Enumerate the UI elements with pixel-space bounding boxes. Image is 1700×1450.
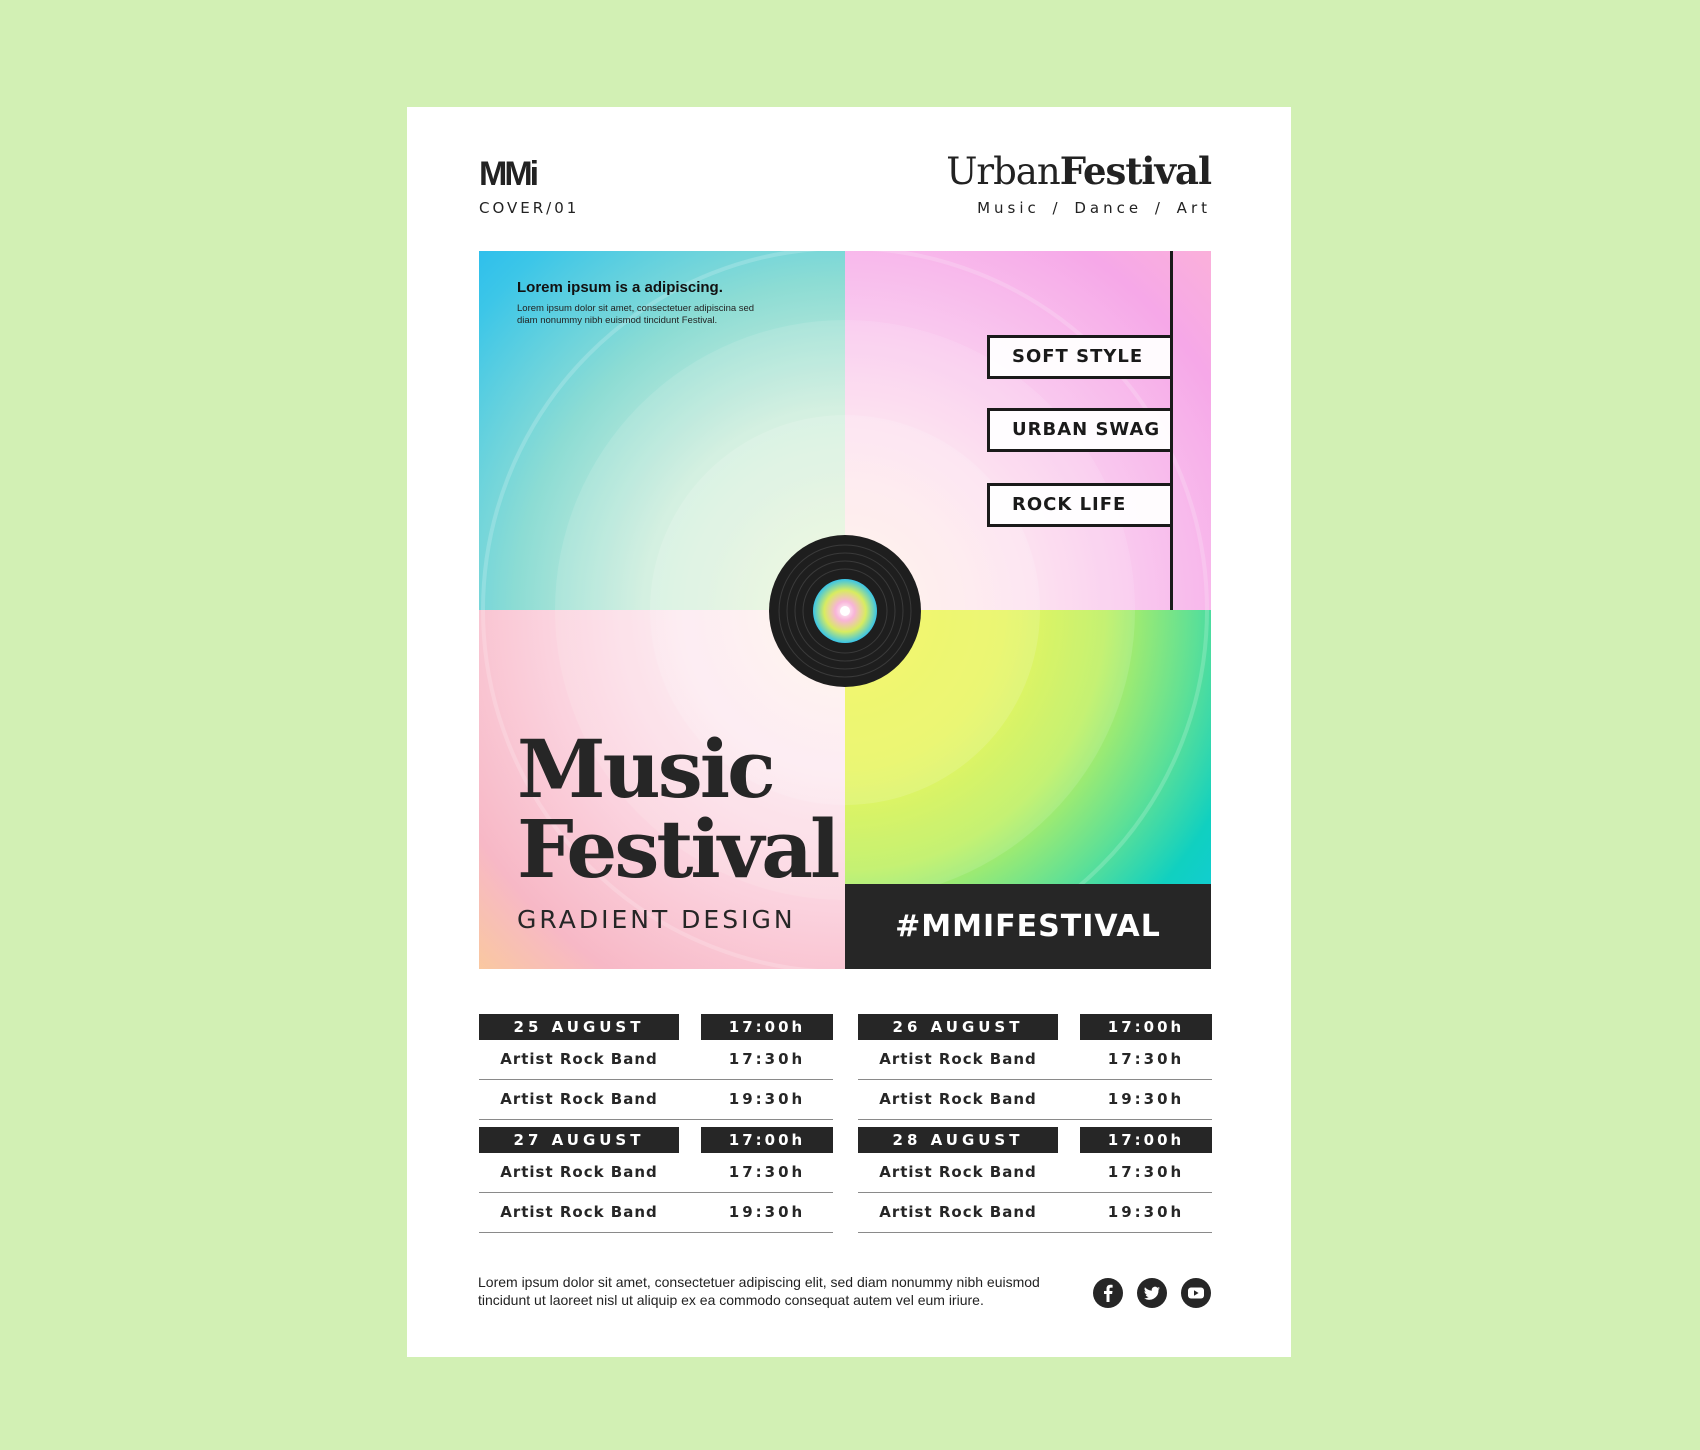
band-time: 19:30h bbox=[1107, 1203, 1185, 1221]
lorem-subtext: Lorem ipsum dolor sit amet, consectetuer adipiscina sed diam nonummy nibh euismod tincidunt Festival. bbox=[517, 303, 755, 326]
gradient-design-subtitle: GRADIENT DESIGN bbox=[517, 905, 796, 934]
schedule-row bbox=[479, 1040, 833, 1080]
title-line-music: Music bbox=[517, 722, 773, 816]
band-name: Artist Rock Band bbox=[500, 1050, 658, 1068]
urban-festival-title bbox=[946, 149, 1211, 193]
schedule-row bbox=[479, 1153, 833, 1193]
schedule-start-time: 17:00h bbox=[701, 1014, 833, 1040]
band-time: 17:30h bbox=[1107, 1163, 1185, 1181]
tag-urban-swag: URBAN SWAG bbox=[987, 408, 1170, 452]
tag-rock-life: ROCK LIFE bbox=[987, 483, 1170, 527]
band-time: 17:30h bbox=[1107, 1050, 1185, 1068]
band-name: Artist Rock Band bbox=[879, 1090, 1037, 1108]
band-time: 17:30h bbox=[728, 1163, 806, 1181]
band-name: Artist Rock Band bbox=[879, 1203, 1037, 1221]
band-name: Artist Rock Band bbox=[879, 1163, 1037, 1181]
urban-bold: Festival bbox=[1059, 149, 1211, 193]
schedule-row bbox=[858, 1040, 1212, 1080]
artwork bbox=[479, 251, 1211, 969]
schedule-header bbox=[479, 1127, 833, 1153]
schedule-header bbox=[858, 1127, 1212, 1153]
lorem-heading: Lorem ipsum is a adipiscing. bbox=[517, 279, 723, 296]
schedule-start-time: 17:00h bbox=[1080, 1127, 1212, 1153]
facebook-icon[interactable] bbox=[1093, 1278, 1123, 1308]
band-name: Artist Rock Band bbox=[500, 1163, 658, 1181]
youtube-icon[interactable] bbox=[1181, 1278, 1211, 1308]
schedule-row bbox=[479, 1080, 833, 1120]
band-name: Artist Rock Band bbox=[879, 1050, 1037, 1068]
footer-text: Lorem ipsum dolor sit amet, consectetuer adipiscing elit, sed diam nonummy nibh euismod tincidunt ut laoreet nisl ut aliquip ex ea commodo consequat autem vel eum iriure. bbox=[478, 1274, 1040, 1308]
hashtag-banner: #MMIFESTIVAL bbox=[845, 884, 1211, 969]
brand-logo: MMi bbox=[479, 155, 537, 193]
schedule-header bbox=[479, 1014, 833, 1040]
band-time: 19:30h bbox=[728, 1203, 806, 1221]
schedule-start-time: 17:00h bbox=[1080, 1014, 1212, 1040]
vinyl-record-icon bbox=[769, 535, 921, 687]
schedule-row bbox=[858, 1193, 1212, 1233]
schedule-header bbox=[858, 1014, 1212, 1040]
schedule-date: 28 AUGUST bbox=[858, 1127, 1058, 1153]
schedule-date: 25 AUGUST bbox=[479, 1014, 679, 1040]
schedule-date: 26 AUGUST bbox=[858, 1014, 1058, 1040]
title-line-festival: Festival bbox=[517, 802, 838, 896]
schedule-block bbox=[858, 1014, 1212, 1120]
schedule-start-time: 17:00h bbox=[701, 1127, 833, 1153]
schedule-block bbox=[479, 1014, 833, 1120]
twitter-icon[interactable] bbox=[1137, 1278, 1167, 1308]
cover-label: COVER/01 bbox=[479, 199, 580, 217]
schedule-row bbox=[858, 1080, 1212, 1120]
schedule-date: 27 AUGUST bbox=[479, 1127, 679, 1153]
schedule-row bbox=[479, 1193, 833, 1233]
band-time: 19:30h bbox=[728, 1090, 806, 1108]
band-time: 19:30h bbox=[1107, 1090, 1185, 1108]
schedule-block bbox=[858, 1127, 1212, 1233]
band-name: Artist Rock Band bbox=[500, 1090, 658, 1108]
festival-title bbox=[517, 722, 838, 896]
urban-regular: Urban bbox=[946, 150, 1060, 193]
tag-rail bbox=[1170, 251, 1173, 610]
band-name: Artist Rock Band bbox=[500, 1203, 658, 1221]
schedule-row bbox=[858, 1153, 1212, 1193]
tagline: Music / Dance / Art bbox=[977, 199, 1211, 217]
schedule-block bbox=[479, 1127, 833, 1233]
tag-soft-style: SOFT STYLE bbox=[987, 335, 1170, 379]
poster bbox=[407, 107, 1291, 1357]
band-time: 17:30h bbox=[728, 1050, 806, 1068]
